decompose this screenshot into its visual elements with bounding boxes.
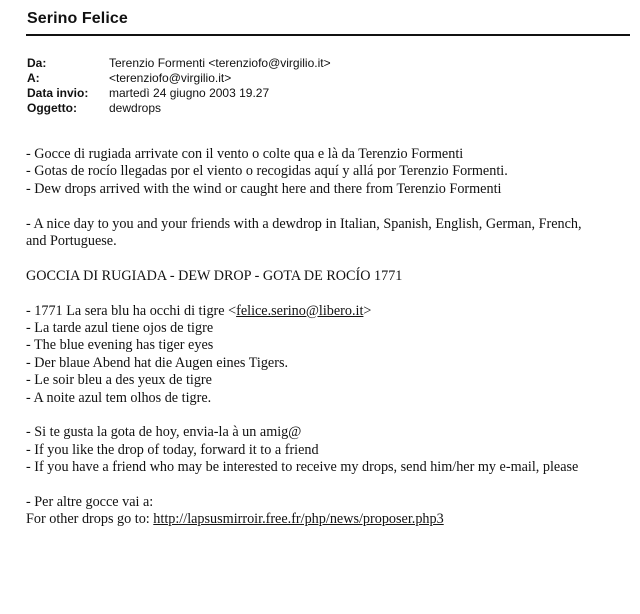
drop-first-suffix: > [363,302,372,319]
drop-line-first [26,303,634,320]
subject-row [27,101,331,116]
from-label: Da: [27,56,47,70]
from-value: Terenzio Formenti <terenziofo@virgilio.it> [109,56,331,70]
subject-label: Oggetto: [27,101,77,115]
drop-line: - Der blaue Abend hat die Augen eines Tigers. [26,354,289,371]
drop-line: - The blue evening has tiger eyes [26,337,214,354]
intro-line: - Gotas de rocío llegadas por el viento o recogidas aquí y allá por Terenzio Formenti. [26,163,508,180]
drop-line: - A noite azul tem olhos de tigre. [26,389,212,406]
drop-title: GOCCIA DI RUGIADA - DEW DROP - GOTA DE ROCÍO 1771 [26,267,403,284]
drop-line: - Le soir bleu a des yeux de tigre [26,372,212,389]
more-drops-line: - Per altre gocce vai a: [26,494,154,511]
email-header-fields [27,56,331,116]
to-label: A: [27,71,40,85]
share-line: - If you like the drop of today, forward it to a friend [26,441,319,458]
intro-line: - Gocce di rugiada arrivate con il vento o colte qua e là da Terenzio Formenti [26,146,464,162]
greeting-line: and Portuguese. [26,233,117,250]
subject-value: dewdrops [109,101,162,115]
date-row [27,86,331,101]
to-row [27,71,331,86]
date-value: martedì 24 giugno 2003 19.27 [109,86,270,100]
other-drops-link[interactable]: http://lapsusmirroir.free.fr/php/news/proposer.php3 [153,511,444,528]
drop-line: - La tarde azul tiene ojos de tigre [26,320,214,337]
greeting-line: - A nice day to you and your friends with a dewdrop in Italian, Spanish, English, German, French, [26,215,582,232]
sender-name: Serino Felice [27,10,128,27]
email-body [26,146,634,529]
drop-first-prefix: - 1771 La sera blu ha occhi di tigre < [26,302,237,319]
to-value: <terenziofo@virgilio.it> [109,71,232,85]
share-line: - If you have a friend who may be interested to receive my drops, send him/her my e-mail, please [26,459,579,476]
other-drops-line [26,511,634,528]
intro-line: - Dew drops arrived with the wind or caught here and there from Terenzio Formenti [26,180,502,197]
header-divider [26,34,630,36]
other-drops-prefix: For other drops go to: [26,511,154,528]
from-row [27,56,331,71]
date-label: Data invio: [27,86,89,100]
share-line: - Si te gusta la gota de hoy, envia-la à un amig@ [26,424,302,441]
author-email-link[interactable]: felice.serino@libero.it [236,302,364,319]
